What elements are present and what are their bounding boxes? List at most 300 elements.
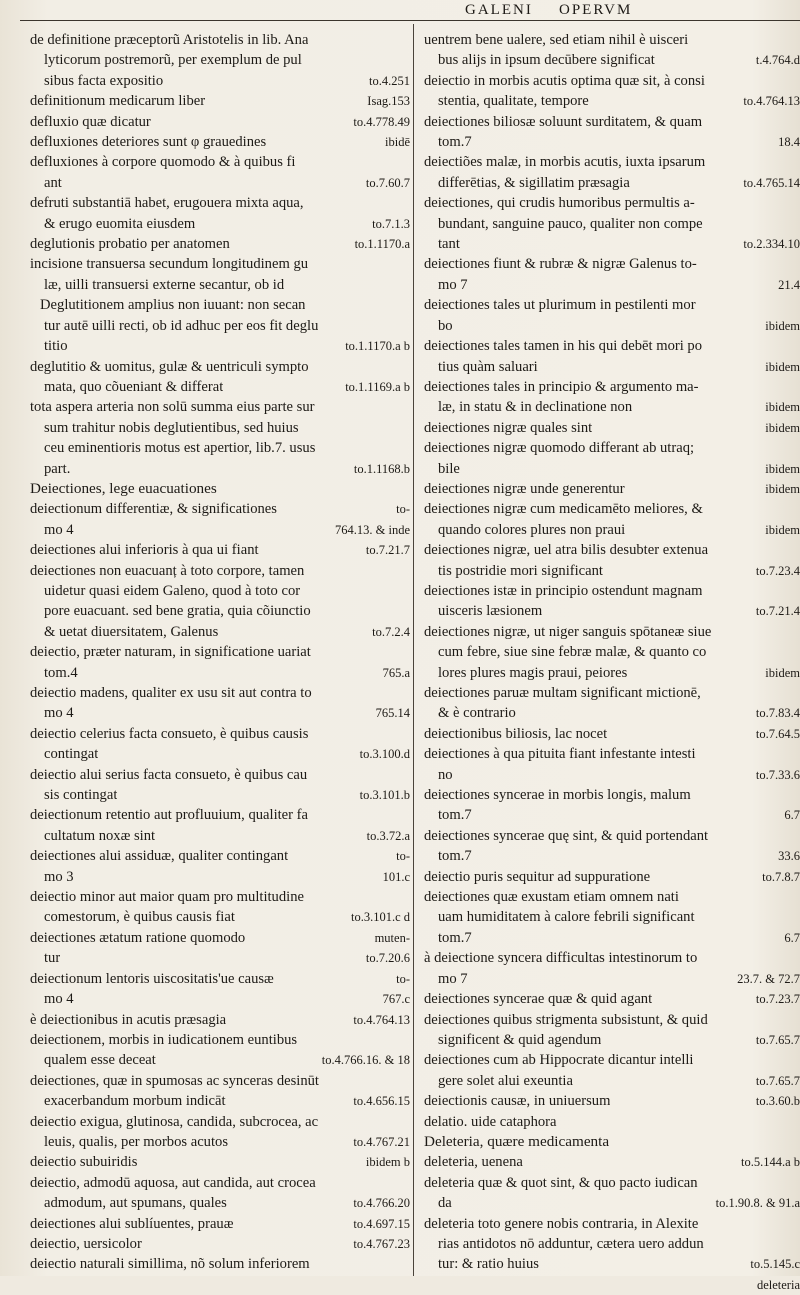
entry-text: ant (44, 174, 62, 191)
entry-text: stentia, qualitate, tempore (438, 93, 589, 110)
entry-reference: ibidem (765, 461, 800, 476)
entry-reference: to.4.656.15 (353, 1094, 410, 1109)
index-line (30, 1010, 410, 1030)
index-line (424, 1071, 800, 1091)
index-line (424, 724, 800, 744)
index-line (424, 91, 800, 111)
entry-text: tota aspera arteria non solū summa eius parte sur (30, 399, 315, 416)
column-divider (413, 24, 414, 1276)
entry-text: deiectiones tales in principio & argumento ma- (424, 378, 699, 395)
entry-reference (404, 601, 410, 621)
index-line (30, 1132, 410, 1152)
entry-reference (404, 397, 410, 417)
entry-reference (794, 683, 800, 703)
index-line (424, 683, 800, 703)
entry-reference (794, 1010, 800, 1030)
entry-reference (404, 1112, 410, 1132)
index-line (424, 703, 800, 723)
entry-text: deiectionibus biliosis, lac nocet (424, 725, 608, 742)
index-entry (424, 254, 800, 295)
index-entry (30, 805, 410, 846)
entry-text: Deiectiones, lege euacuationes (30, 479, 217, 497)
index-line (424, 316, 800, 336)
entry-reference (794, 30, 800, 50)
entry-text: admodum, aut spumans, quales (44, 1195, 227, 1212)
entry-reference (404, 479, 410, 499)
entry-text: deiectio in morbis acutis optima quæ sit, à consi (424, 72, 705, 89)
entry-reference (794, 907, 800, 927)
entry-text: deiectio madens, qualiter ex usu sit aut contra to (30, 685, 312, 701)
index-line (424, 173, 800, 193)
entry-text: & è contrario (438, 705, 516, 722)
entry-reference: 33.6 (778, 849, 800, 864)
index-line (424, 663, 800, 683)
entry-text: deiectiones paruæ multam significant mictionē, (424, 685, 701, 701)
entry-reference (404, 30, 410, 50)
entry-reference (404, 152, 410, 172)
entry-text: bus alijs in ipsum decūbere significat (438, 52, 655, 69)
entry-text: titio (44, 338, 68, 355)
index-line (424, 785, 800, 805)
index-line (424, 132, 800, 152)
index-entry (424, 826, 800, 867)
index-line (424, 1132, 800, 1152)
entry-text: uam humiditatem à calore febrili significant (438, 909, 695, 926)
entry-reference: 23.7. & 72.7 (737, 971, 800, 986)
index-entry (424, 989, 800, 1009)
index-entry (424, 1010, 800, 1051)
entry-text: tius quàm saluari (438, 358, 538, 375)
index-line (424, 826, 800, 846)
entry-reference: to.7.8.7 (762, 869, 800, 884)
index-line (424, 377, 800, 397)
index-line (424, 765, 800, 785)
index-line (30, 1050, 410, 1070)
entry-reference (404, 275, 410, 295)
entry-text: defluxiones à corpore quomodo & à quibus fi (30, 154, 296, 171)
entry-text: deiectio, admodū aquosa, aut candida, aut crocea (30, 1174, 316, 1191)
entry-reference: 18.4 (778, 135, 800, 150)
entry-text: cum febre, siue sine febræ malæ, & quanto co (438, 644, 707, 661)
index-line (424, 948, 800, 968)
index-line (30, 336, 410, 356)
index-line (30, 357, 410, 377)
index-entry (424, 622, 800, 683)
index-line (30, 581, 410, 601)
entry-reference: to.3.60.b (755, 1094, 800, 1109)
entry-reference: to.7.1.3 (372, 216, 410, 231)
index-line (30, 418, 410, 438)
index-line (424, 418, 800, 438)
index-line (30, 928, 410, 948)
entry-text: mo 4 (44, 521, 74, 538)
index-line (424, 1275, 800, 1295)
index-entry (424, 377, 800, 418)
index-line (424, 30, 800, 50)
index-line (424, 193, 800, 213)
index-line (424, 1112, 800, 1132)
index-line (30, 622, 410, 642)
entry-text: deiectiones nigræ, uel atra bilis desubter extenua (424, 542, 709, 559)
entry-text: deiectio, præter naturam, in significatione uariat (30, 644, 311, 661)
entry-text: deiectiones nigræ cum medicamēto meliores, & (424, 501, 703, 518)
entry-text: uidetur quasi eidem Galeno, quod à toto cor (44, 582, 301, 599)
entry-text: tur (44, 950, 61, 967)
entry-text: defruti substantiā habet, erugouera mixta aqua, (30, 195, 304, 212)
index-line (30, 744, 410, 764)
entry-reference: to.7.64.5 (755, 726, 800, 741)
header-title-right: OPERVM (559, 2, 633, 18)
entry-text: deiectionum differentiæ, & significationes (30, 501, 277, 518)
entry-text: à deiectione syncera difficultas intestinorum to (424, 950, 698, 967)
entry-text: deiectiones quæ exustam etiam omnem nati (424, 889, 679, 906)
entry-text: deiectiones syncerae quæ & quid agant (424, 991, 653, 1008)
entry-reference: ibidem (765, 522, 800, 537)
entry-reference (404, 193, 410, 213)
index-line (30, 377, 410, 397)
index-entry (30, 642, 410, 683)
entry-reference (404, 418, 410, 438)
entry-text: significent & quid agendum (438, 1031, 602, 1048)
index-entry (424, 1091, 800, 1111)
index-entry (424, 295, 800, 336)
entry-text: deiectionis causæ, in uniuersum (424, 1093, 611, 1110)
index-line (30, 1214, 410, 1234)
index-line (424, 744, 800, 764)
entry-text: mo 4 (44, 705, 74, 722)
entry-text: comestorum, è quibus causis fiat (44, 909, 235, 926)
entry-text: deiectio exigua, glutinosa, candida, subcrocea, ac (30, 1113, 319, 1130)
entry-text: deiectiones nigræ quomodo differant ab utraq; (424, 440, 695, 457)
entry-reference (794, 581, 800, 601)
entry-text: defluxiones deteriores sunt φ grauedines (30, 134, 267, 151)
entry-reference: 6.7 (784, 930, 800, 945)
index-line (424, 887, 800, 907)
entry-reference: to.1.1168.b (353, 461, 410, 476)
index-entry (424, 540, 800, 581)
entry-reference (794, 948, 800, 968)
entry-text: mo 3 (44, 868, 74, 885)
entry-reference: to.4.251 (369, 73, 410, 88)
entry-reference (794, 71, 800, 91)
entry-text: gere solet alui exeuntia (438, 1072, 573, 1089)
entry-text: deiectio naturali simillima, nõ solum inferiorem (30, 1256, 310, 1273)
entry-reference: ibidem (765, 420, 800, 435)
entry-text: deiectiones nigræ unde generentur (424, 480, 625, 497)
entry-reference: to- (396, 971, 410, 986)
index-column-left (30, 30, 410, 1275)
entry-reference: to.7.21.4 (755, 604, 800, 619)
entry-reference: to- (396, 849, 410, 864)
entry-reference: to.7.21.7 (365, 543, 410, 558)
index-entry (30, 1071, 410, 1112)
entry-reference (404, 724, 410, 744)
entry-text: læ, uilli transuersi externe secantur, ob id (44, 276, 285, 293)
index-line (424, 1254, 800, 1274)
entry-text: deiectiones fiunt & rubræ & nigræ Galenus to- (424, 256, 697, 273)
entry-text: tant (438, 236, 460, 253)
index-line (30, 1112, 410, 1132)
entry-text: deiectio subuiridis (30, 1154, 138, 1171)
entry-text: deiectio alui serius facta consueto, è quibus cau (30, 766, 308, 783)
entry-reference: to.7.65.7 (755, 1032, 800, 1047)
entry-reference (404, 1173, 410, 1193)
entry-reference: ibidem (765, 359, 800, 374)
index-line (424, 540, 800, 560)
index-line (30, 785, 410, 805)
entry-reference: to.7.83.4 (755, 706, 800, 721)
index-entry (424, 112, 800, 153)
entry-reference: to.2.334.10 (743, 237, 800, 252)
entry-text: uisceris læsionem (438, 603, 543, 620)
entry-text: deiectiones nigræ, ut niger sanguis spōtaneæ siue (424, 623, 712, 640)
entry-reference: to.1.1170.a b (345, 339, 410, 354)
entry-reference (794, 112, 800, 132)
index-line (30, 50, 410, 70)
index-line (424, 867, 800, 887)
entry-text: da (438, 1195, 452, 1212)
entry-text: deiectiones alui inferioris à qua ui fiant (30, 542, 259, 559)
entry-reference (794, 887, 800, 907)
index-entry (30, 846, 410, 887)
index-line (30, 724, 410, 744)
index-line (424, 1030, 800, 1050)
entry-text: bile (438, 460, 460, 477)
entry-text: deiectiones cum ab Hippocrate dicantur intelli (424, 1052, 694, 1069)
index-entry (30, 1112, 410, 1153)
index-entry (424, 438, 800, 479)
entry-text: lores plures magis praui, peiores (438, 664, 628, 681)
index-line (30, 173, 410, 193)
index-line (424, 561, 800, 581)
index-entry (30, 234, 410, 254)
entry-text: deleteria, uenena (424, 1154, 523, 1171)
index-line (424, 520, 800, 540)
entry-reference: ibidem (765, 665, 800, 680)
index-entry (424, 581, 800, 622)
entry-reference: 764.13. & inde (335, 522, 410, 537)
index-line (30, 499, 410, 519)
entry-text: deiectiones istæ in principio ostendunt magnam (424, 582, 703, 599)
entry-text: deiectionem, morbis in iudicationem euntibus (30, 1031, 298, 1048)
entry-text: tur: & ratio huius (438, 1256, 539, 1273)
entry-reference: to.5.145.c (750, 1257, 800, 1272)
entry-text: contingat (44, 746, 99, 763)
index-entry (30, 724, 410, 765)
index-line (30, 438, 410, 458)
index-entry (30, 1254, 410, 1274)
index-line (424, 1050, 800, 1070)
entry-reference (404, 295, 410, 315)
index-entry (30, 887, 410, 928)
entry-reference: to.7.65.7 (755, 1073, 800, 1088)
index-line (424, 397, 800, 417)
entry-reference: 765.a (382, 665, 410, 680)
index-entry (30, 91, 410, 111)
index-entry (30, 397, 410, 479)
index-entry (424, 193, 800, 254)
entry-text: mo 4 (44, 991, 74, 1008)
entry-reference: to.4.767.21 (353, 1134, 410, 1149)
index-line (30, 1030, 410, 1050)
index-line (424, 805, 800, 825)
entry-reference: ibidem (765, 400, 800, 415)
entry-reference: to.4.767.23 (353, 1236, 410, 1251)
entry-reference (794, 214, 800, 234)
entry-reference: Isag.153 (367, 94, 410, 109)
entry-reference: to.1.1170.a (354, 237, 410, 252)
index-entry (30, 1173, 410, 1214)
entry-reference: t.4.764.d (755, 53, 800, 68)
index-line (30, 907, 410, 927)
index-line (424, 152, 800, 172)
entry-text: Deglutitionem amplius non iuuant: non secan (40, 297, 306, 314)
index-entry (30, 1010, 410, 1030)
entry-text: qualem esse deceat (44, 1052, 156, 1069)
entry-text: deiectiones alui sublíuentes, prauæ (30, 1215, 234, 1232)
index-line (30, 561, 410, 581)
entry-reference: to.3.101.c d (350, 910, 410, 925)
entry-reference (794, 1050, 800, 1070)
index-entry (30, 1234, 410, 1254)
entry-reference: ibidem (765, 481, 800, 496)
entry-text: uentrem bene ualere, sed etiam nihil è uisceri (424, 32, 689, 48)
entry-text: mo 7 (438, 970, 468, 987)
entry-text: deiectio puris sequitur ad suppuratione (424, 868, 651, 885)
entry-reference (404, 1071, 410, 1091)
entry-text: sum trahitur nobis deglutientibus, sed huius (44, 419, 299, 436)
entry-text: tom.7 (438, 134, 472, 151)
entry-reference: deleteria (756, 1277, 800, 1292)
index-line (30, 193, 410, 213)
index-entry (30, 132, 410, 152)
index-line (424, 112, 800, 132)
index-entry (424, 1214, 800, 1295)
entry-reference: to.4.697.15 (353, 1216, 410, 1231)
index-line (30, 397, 410, 417)
index-line (30, 867, 410, 887)
entry-text: deiectionum lentoris uiscositatis'ue causæ (30, 970, 274, 987)
entry-reference (794, 540, 800, 560)
index-entry (424, 152, 800, 193)
header-rule (20, 20, 800, 21)
index-line (30, 1234, 410, 1254)
entry-reference: ibidem (765, 318, 800, 333)
index-line (30, 989, 410, 1009)
index-line (424, 234, 800, 254)
index-line (30, 316, 410, 336)
index-line (30, 1254, 410, 1274)
entry-reference (794, 336, 800, 356)
entry-reference (404, 887, 410, 907)
index-line (424, 499, 800, 519)
index-line (30, 132, 410, 152)
index-line (424, 214, 800, 234)
index-line (30, 969, 410, 989)
index-entry (30, 254, 410, 295)
entry-reference: to.3.100.d (359, 747, 410, 762)
entry-reference: 21.4 (778, 277, 800, 292)
index-entry (424, 724, 800, 744)
index-entry (30, 499, 410, 540)
entry-reference: to.7.20.6 (365, 951, 410, 966)
index-entry (30, 295, 410, 356)
entry-text: incisione transuersa secundum longitudinem gu (30, 256, 309, 273)
index-entry (30, 969, 410, 1010)
entry-text: & erugo euomita eiusdem (44, 215, 196, 232)
entry-text: deiectionum retentio aut profluuium, qualiter fa (30, 807, 309, 824)
entry-text: deiectio, uersicolor (30, 1235, 142, 1252)
entry-text: deleteria toto genere nobis contraria, in Alexite (424, 1215, 699, 1232)
entry-reference: to.3.101.b (359, 788, 410, 803)
index-line (424, 642, 800, 662)
entry-text: deiectiones non euacuanț à toto corpore, tamen (30, 562, 305, 579)
index-line (30, 71, 410, 91)
index-line (424, 438, 800, 458)
entry-text: leuis, qualis, per morbos acutos (44, 1133, 229, 1150)
index-line (424, 601, 800, 621)
index-line (424, 71, 800, 91)
index-line (30, 112, 410, 132)
entry-text: de definitione præceptorũ Aristotelis in lib. Ana (30, 32, 309, 48)
entry-reference (404, 581, 410, 601)
index-entry (424, 744, 800, 785)
entry-text: deiectiones, quæ in spumosas ac synceras desinūt (30, 1072, 319, 1089)
entry-text: deiectiones ætatum ratione quomodo (30, 929, 246, 946)
index-line (30, 703, 410, 723)
entry-reference (794, 499, 800, 519)
entry-text: tom.7 (438, 929, 472, 946)
index-line (424, 989, 800, 1009)
index-line (424, 357, 800, 377)
index-line (424, 846, 800, 866)
index-entry (30, 1214, 410, 1234)
index-line (30, 520, 410, 540)
index-entry (424, 867, 800, 887)
entry-text: definitionum medicarum liber (30, 93, 206, 110)
index-line (30, 805, 410, 825)
index-line (424, 479, 800, 499)
index-line (30, 601, 410, 621)
entry-text: deiectiones tales ut plurimum in pestilenti mor (424, 297, 696, 314)
entry-text: tom.7 (438, 848, 472, 865)
entry-text: deglutionis probatio per anatomen (30, 236, 230, 253)
index-line (30, 234, 410, 254)
entry-reference (404, 805, 410, 825)
index-entry (424, 479, 800, 499)
index-line (424, 1091, 800, 1111)
index-line (30, 275, 410, 295)
index-line (30, 1152, 410, 1172)
entry-reference (794, 295, 800, 315)
entry-text: deiectiones tales tamen in his qui debēt mori po (424, 338, 703, 355)
index-line (30, 1193, 410, 1213)
entry-reference (404, 438, 410, 458)
entry-text: bundant, sanguine pauco, qualiter non compe (438, 215, 703, 232)
entry-reference: 101.c (382, 869, 410, 884)
entry-reference (404, 316, 410, 336)
entry-reference: to.4.766.16. & 18 (321, 1053, 410, 1068)
entry-reference (794, 642, 800, 662)
index-line (30, 152, 410, 172)
entry-text: deiectiones à qua pituita fiant infestante intesti (424, 746, 696, 763)
index-entry (424, 1112, 800, 1132)
index-line (30, 683, 410, 703)
index-line (424, 1234, 800, 1254)
index-line (30, 254, 410, 274)
entry-text: rias antidotos nō adduntur, cætera uero addun (438, 1235, 704, 1252)
entry-text: deiectiones biliosæ soluunt surditatem, & quam (424, 113, 703, 130)
